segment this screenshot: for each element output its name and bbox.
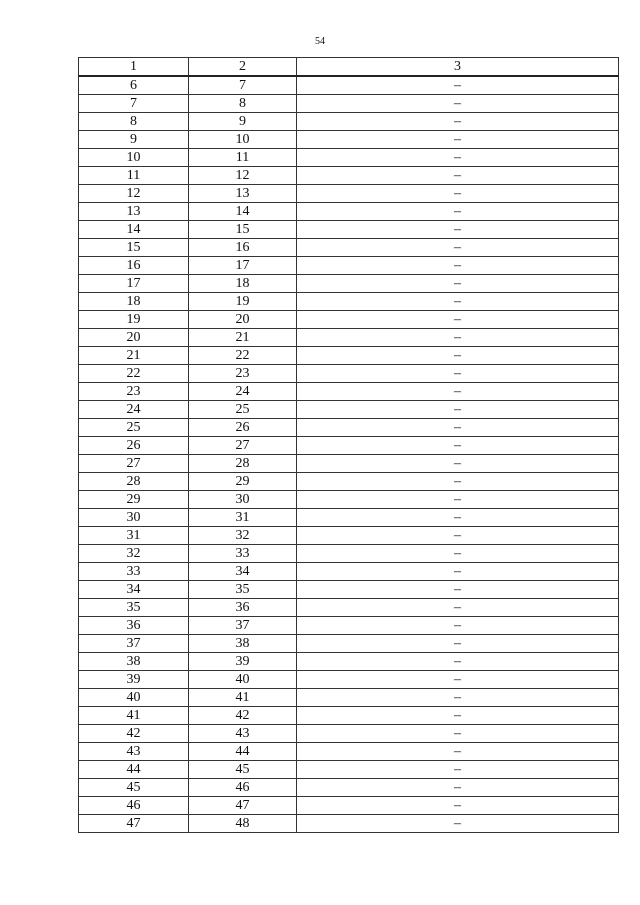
table-row bbox=[79, 365, 619, 383]
table-cell-col-2: 9 bbox=[189, 113, 297, 131]
table-cell-col-3: – bbox=[297, 311, 619, 329]
table-cell-col-2: 8 bbox=[189, 95, 297, 113]
table-row bbox=[79, 761, 619, 779]
table-cell-col-3: – bbox=[297, 113, 619, 131]
table-cell-col-2: 7 bbox=[189, 76, 297, 95]
table-cell-col-1: 40 bbox=[79, 689, 189, 707]
table-cell-col-1: 43 bbox=[79, 743, 189, 761]
table-cell-col-2: 48 bbox=[189, 815, 297, 833]
table-cell-col-1: 34 bbox=[79, 581, 189, 599]
table-cell-col-1: 33 bbox=[79, 563, 189, 581]
table-cell-col-1: 10 bbox=[79, 149, 189, 167]
table-row bbox=[79, 743, 619, 761]
table-cell-col-1: 36 bbox=[79, 617, 189, 635]
table-row bbox=[79, 815, 619, 833]
table-cell-col-3: – bbox=[297, 707, 619, 725]
table-row bbox=[79, 473, 619, 491]
table-cell-col-3: – bbox=[297, 257, 619, 275]
table-cell-col-1: 22 bbox=[79, 365, 189, 383]
table-cell-col-1: 30 bbox=[79, 509, 189, 527]
table-row bbox=[79, 293, 619, 311]
table-row bbox=[79, 545, 619, 563]
table-cell-col-3: – bbox=[297, 293, 619, 311]
table-cell-col-2: 10 bbox=[189, 131, 297, 149]
table-cell-col-2: 32 bbox=[189, 527, 297, 545]
table-cell-col-2: 23 bbox=[189, 365, 297, 383]
table-cell-col-3: – bbox=[297, 491, 619, 509]
table-cell-col-1: 45 bbox=[79, 779, 189, 797]
table-row bbox=[79, 797, 619, 815]
table-cell-col-1: 9 bbox=[79, 131, 189, 149]
table-cell-col-3: – bbox=[297, 815, 619, 833]
table-cell-col-1: 31 bbox=[79, 527, 189, 545]
table-cell-col-3: – bbox=[297, 76, 619, 95]
table-cell-col-1: 15 bbox=[79, 239, 189, 257]
table-cell-col-1: 37 bbox=[79, 635, 189, 653]
table-cell-col-3: – bbox=[297, 275, 619, 293]
table-cell-col-2: 24 bbox=[189, 383, 297, 401]
table-cell-col-2: 13 bbox=[189, 185, 297, 203]
table-cell-col-2: 41 bbox=[189, 689, 297, 707]
table-cell-col-2: 25 bbox=[189, 401, 297, 419]
table-cell-col-1: 24 bbox=[79, 401, 189, 419]
table-row bbox=[79, 311, 619, 329]
table-cell-col-2: 47 bbox=[189, 797, 297, 815]
table-row bbox=[79, 167, 619, 185]
table-cell-col-1: 23 bbox=[79, 383, 189, 401]
table-cell-col-1: 35 bbox=[79, 599, 189, 617]
table-row bbox=[79, 185, 619, 203]
table-row bbox=[79, 221, 619, 239]
table-cell-col-2: 45 bbox=[189, 761, 297, 779]
table-cell-col-2: 36 bbox=[189, 599, 297, 617]
table-row bbox=[79, 437, 619, 455]
table-cell-col-1: 39 bbox=[79, 671, 189, 689]
table-cell-col-2: 15 bbox=[189, 221, 297, 239]
table-row bbox=[79, 113, 619, 131]
table-cell-col-3: – bbox=[297, 689, 619, 707]
table-cell-col-1: 44 bbox=[79, 761, 189, 779]
table-cell-col-2: 28 bbox=[189, 455, 297, 473]
table-cell-col-3: – bbox=[297, 671, 619, 689]
table-cell-col-3: – bbox=[297, 743, 619, 761]
header-cell-col-3: 3 bbox=[297, 58, 619, 77]
table-header-row bbox=[79, 58, 619, 77]
table-cell-col-2: 30 bbox=[189, 491, 297, 509]
page-number: 54 bbox=[315, 36, 325, 47]
table-cell-col-2: 14 bbox=[189, 203, 297, 221]
table-cell-col-1: 25 bbox=[79, 419, 189, 437]
table-row bbox=[79, 491, 619, 509]
table-cell-col-1: 26 bbox=[79, 437, 189, 455]
table-cell-col-3: – bbox=[297, 365, 619, 383]
table-cell-col-3: – bbox=[297, 383, 619, 401]
table-row bbox=[79, 725, 619, 743]
table-cell-col-1: 29 bbox=[79, 491, 189, 509]
table-cell-col-1: 20 bbox=[79, 329, 189, 347]
table-cell-col-2: 21 bbox=[189, 329, 297, 347]
table-cell-col-2: 46 bbox=[189, 779, 297, 797]
table-row bbox=[79, 617, 619, 635]
table-cell-col-1: 6 bbox=[79, 76, 189, 95]
table-cell-col-3: – bbox=[297, 149, 619, 167]
table-cell-col-1: 17 bbox=[79, 275, 189, 293]
table-cell-col-2: 40 bbox=[189, 671, 297, 689]
table-cell-col-3: – bbox=[297, 131, 619, 149]
table-cell-col-3: – bbox=[297, 527, 619, 545]
table-cell-col-1: 38 bbox=[79, 653, 189, 671]
table-cell-col-1: 11 bbox=[79, 167, 189, 185]
table-cell-col-3: – bbox=[297, 167, 619, 185]
table-cell-col-1: 47 bbox=[79, 815, 189, 833]
table-cell-col-1: 32 bbox=[79, 545, 189, 563]
table-cell-col-2: 42 bbox=[189, 707, 297, 725]
table-cell-col-3: – bbox=[297, 797, 619, 815]
table-cell-col-3: – bbox=[297, 95, 619, 113]
table-row bbox=[79, 131, 619, 149]
table-cell-col-3: – bbox=[297, 347, 619, 365]
table-cell-col-2: 31 bbox=[189, 509, 297, 527]
table-cell-col-3: – bbox=[297, 419, 619, 437]
table-row bbox=[79, 509, 619, 527]
table-cell-col-3: – bbox=[297, 401, 619, 419]
table-cell-col-2: 44 bbox=[189, 743, 297, 761]
table-cell-col-3: – bbox=[297, 221, 619, 239]
table-cell-col-2: 27 bbox=[189, 437, 297, 455]
table-cell-col-3: – bbox=[297, 581, 619, 599]
table-row bbox=[79, 419, 619, 437]
table-cell-col-3: – bbox=[297, 239, 619, 257]
table-cell-col-1: 41 bbox=[79, 707, 189, 725]
table-cell-col-3: – bbox=[297, 599, 619, 617]
table-row bbox=[79, 239, 619, 257]
table-cell-col-3: – bbox=[297, 329, 619, 347]
table-cell-col-2: 29 bbox=[189, 473, 297, 491]
table-cell-col-1: 28 bbox=[79, 473, 189, 491]
table-row bbox=[79, 581, 619, 599]
table-cell-col-3: – bbox=[297, 761, 619, 779]
table-cell-col-1: 21 bbox=[79, 347, 189, 365]
table-row bbox=[79, 383, 619, 401]
table-row bbox=[79, 95, 619, 113]
table-cell-col-3: – bbox=[297, 779, 619, 797]
table-cell-col-2: 33 bbox=[189, 545, 297, 563]
table-cell-col-3: – bbox=[297, 203, 619, 221]
table-row bbox=[79, 329, 619, 347]
table-cell-col-3: – bbox=[297, 725, 619, 743]
data-table bbox=[78, 57, 619, 833]
table-cell-col-1: 7 bbox=[79, 95, 189, 113]
table-cell-col-1: 13 bbox=[79, 203, 189, 221]
table-cell-col-3: – bbox=[297, 455, 619, 473]
table-cell-col-3: – bbox=[297, 617, 619, 635]
table-cell-col-1: 19 bbox=[79, 311, 189, 329]
table-cell-col-2: 22 bbox=[189, 347, 297, 365]
table-row bbox=[79, 779, 619, 797]
table-cell-col-1: 46 bbox=[79, 797, 189, 815]
table-cell-col-1: 12 bbox=[79, 185, 189, 203]
table-row bbox=[79, 401, 619, 419]
table-row bbox=[79, 689, 619, 707]
table-cell-col-3: – bbox=[297, 185, 619, 203]
header-cell-col-1: 1 bbox=[79, 58, 189, 77]
table-cell-col-2: 34 bbox=[189, 563, 297, 581]
table-row bbox=[79, 275, 619, 293]
table-cell-col-2: 39 bbox=[189, 653, 297, 671]
table-cell-col-2: 38 bbox=[189, 635, 297, 653]
table-row bbox=[79, 671, 619, 689]
table-body bbox=[79, 58, 619, 833]
table-row bbox=[79, 527, 619, 545]
table-cell-col-2: 26 bbox=[189, 419, 297, 437]
table-cell-col-1: 27 bbox=[79, 455, 189, 473]
table-cell-col-2: 18 bbox=[189, 275, 297, 293]
table-cell-col-1: 8 bbox=[79, 113, 189, 131]
table-cell-col-2: 16 bbox=[189, 239, 297, 257]
table-cell-col-3: – bbox=[297, 509, 619, 527]
table-cell-col-2: 35 bbox=[189, 581, 297, 599]
table-cell-col-2: 17 bbox=[189, 257, 297, 275]
table-cell-col-3: – bbox=[297, 437, 619, 455]
table-cell-col-3: – bbox=[297, 545, 619, 563]
header-cell-col-2: 2 bbox=[189, 58, 297, 77]
table-row bbox=[79, 257, 619, 275]
table-cell-col-3: – bbox=[297, 635, 619, 653]
table-cell-col-2: 12 bbox=[189, 167, 297, 185]
table-cell-col-2: 43 bbox=[189, 725, 297, 743]
table-row bbox=[79, 563, 619, 581]
table-row bbox=[79, 653, 619, 671]
table-row bbox=[79, 76, 619, 95]
table-row bbox=[79, 455, 619, 473]
table-cell-col-3: – bbox=[297, 473, 619, 491]
table-cell-col-2: 11 bbox=[189, 149, 297, 167]
table-cell-col-1: 14 bbox=[79, 221, 189, 239]
table-cell-col-2: 37 bbox=[189, 617, 297, 635]
table-row bbox=[79, 347, 619, 365]
table-row bbox=[79, 203, 619, 221]
table-cell-col-3: – bbox=[297, 653, 619, 671]
table-cell-col-2: 19 bbox=[189, 293, 297, 311]
table-row bbox=[79, 707, 619, 725]
table-row bbox=[79, 635, 619, 653]
table-row bbox=[79, 599, 619, 617]
table-cell-col-2: 20 bbox=[189, 311, 297, 329]
table-cell-col-1: 42 bbox=[79, 725, 189, 743]
table-cell-col-3: – bbox=[297, 563, 619, 581]
table-cell-col-1: 16 bbox=[79, 257, 189, 275]
table-cell-col-1: 18 bbox=[79, 293, 189, 311]
table-row bbox=[79, 149, 619, 167]
